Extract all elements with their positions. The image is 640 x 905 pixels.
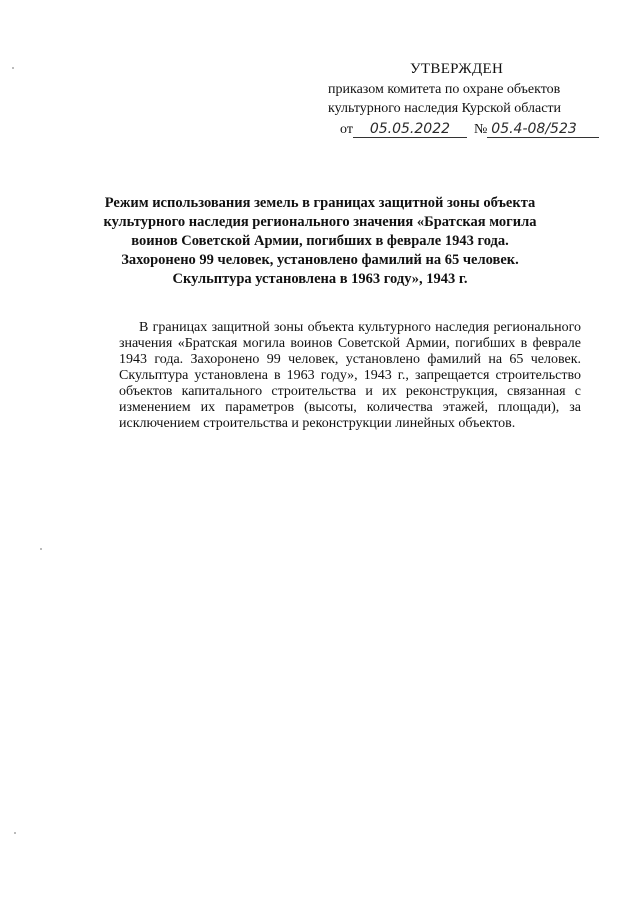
approval-heading: УТВЕРЖДЕН (410, 61, 504, 77)
title-line: Захоронено 99 человек, установлено фамилий на 65 человек. (121, 252, 519, 268)
number-prefix: № (473, 122, 488, 137)
approval-order-line: приказом комитета по охране объектов (328, 82, 561, 97)
scan-artifact-dot (40, 548, 42, 550)
title-line: Скульптура установлена в 1963 году», 1943 г. (172, 271, 468, 287)
document-body (119, 320, 581, 432)
handwritten-date: 05.05.2022 (353, 121, 467, 138)
approval-reference (340, 120, 598, 139)
scan-artifact-dot (14, 832, 16, 834)
approval-stamp-block (328, 60, 598, 139)
approval-committee-line: культурного наследия Курской области (328, 101, 562, 116)
title-line: воинов Советской Армии, погибших в феврале 1943 года. (131, 233, 509, 249)
body-paragraph: В границах защитной зоны объекта культурного наследия регионального значения «Братская могила воинов Советской Армии, погибших в феврале 1943 года. Захоронено 99 человек, установлено фамилий на 65 человек. Скульптура установлена в 1963 году», 1943 г., запрещается строительство объектов капитального строительства и их реконструкция, связанная с изменением их параметров (высоты, количества этажей, площади), за исключением строительства и реконструкции линейных объектов. (119, 320, 581, 431)
title-line: Режим использования земель в границах защитной зоны объекта (104, 195, 536, 211)
scan-artifact-dot (12, 67, 14, 69)
title-line: культурного наследия регионального значения «Братская могила (103, 214, 537, 230)
date-prefix: от (340, 122, 353, 137)
handwritten-number: 05.4-08/523 (487, 121, 599, 138)
document-title (90, 194, 550, 289)
